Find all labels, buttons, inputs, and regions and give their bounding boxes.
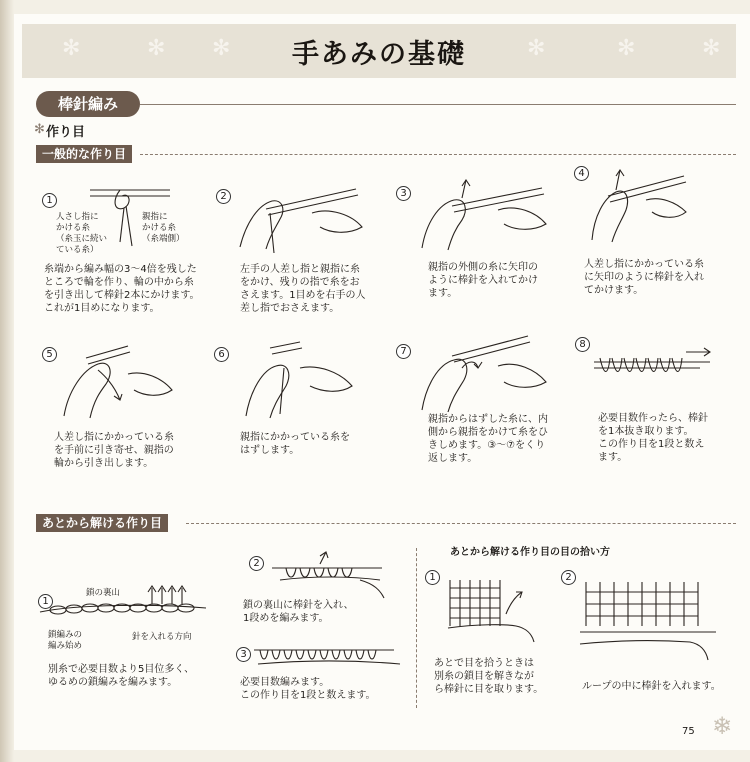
step-5-text: 人差し指にかかっている糸 を手前に引き寄せ、親指の 輪から引き出します。 [54,432,174,469]
step-number: 2 [561,570,576,585]
label-insert-direction: 針を入れる方向 [132,632,192,642]
step-number: 3 [236,647,251,662]
pickup-step-2-text: ループの中に棒針を入れます。 [582,681,721,692]
section-rule [140,104,736,105]
step-number: 8 [575,337,590,352]
step-2-illustration [236,183,366,255]
label-chain-start: 鎖編みの 編み始め [48,630,83,651]
snowflake-icon: ✻ [702,36,721,61]
step-5-illustration [58,340,178,420]
divider [416,548,417,708]
step-number: 7 [396,344,411,359]
step-6-illustration [240,338,360,420]
pickup-step-2-illustration [580,580,720,664]
step-6-text: 親指にかかっている糸を はずします。 [240,432,350,456]
step-8-text: 必要目数作ったら、棒針 を1本抜き取ります。 この作り目を1段と数え ます。 [598,413,708,463]
tag-provisional-cast-on: あとから解ける作り目 [36,514,168,532]
page-title: 手あみの基礎 [292,39,466,70]
step-7-illustration [418,330,548,414]
step-number: 6 [214,347,229,362]
step-number: 4 [574,166,589,181]
step-3-illustration [418,178,548,253]
asterisk-icon: ✻ [34,122,45,137]
provisional-step-1-text: 別糸で必要目数より5目位多く、 ゆるめの鎖編みを編みます。 [48,664,195,688]
tag-general-cast-on: 一般的な作り目 [36,145,132,163]
snowflake-icon: ✻ [62,36,81,61]
step-number: 1 [425,570,440,585]
provisional-step-2-text: 鎖の裏山に棒針を入れ、 1段めを編みます。 [243,600,354,624]
label-chain-back-bump: 鎖の裏山 [86,588,121,598]
book-spine-shadow [0,0,14,762]
tag-rule [186,523,736,524]
step-number: 2 [249,556,264,571]
provisional-step-3-text: 必要目数編みます。 この作り目を1段と数えます。 [240,677,376,701]
snowflake-icon: ❄ [712,712,733,740]
step-8-illustration [590,346,720,386]
step-4-text: 人差し指にかかっている糸 に矢印のように棒針を入れ てかけます。 [584,259,704,296]
step-7-text: 親指からはずした糸に、内 側から親指をかけて糸をひ きしめます。③〜⑦をくり 返します。 [428,414,548,464]
page-header [22,24,736,78]
tag-rule [140,154,736,155]
pickup-section-title: あとから解ける作り目の目の拾い方 [450,547,610,558]
chain-stitch-illustration [38,586,210,626]
step-4-illustration [586,166,696,246]
section-title: 棒針編み [36,91,140,117]
step-number: 2 [216,189,231,204]
provisional-step-2-illustration [270,550,400,600]
label-index-yarn: 人さし指に かける糸 （糸玉に続い ている糸） [56,212,108,255]
subsection-title: 作り目 [46,125,86,140]
snowflake-icon: ✻ [617,36,636,61]
step-number: 5 [42,347,57,362]
step-number: 3 [396,186,411,201]
label-thumb-yarn: 親指に かける糸 （糸端側） [142,212,185,244]
step-2-text: 左手の人差し指と親指に糸 をかけ、残りの指で糸をお さえます。1目めを右手の人 差し指でおさえます。 [240,264,366,314]
snowflake-icon: ✻ [527,36,546,61]
step-3-text: 親指の外側の糸に矢印の ように棒針を入れてかけ ます。 [428,262,538,299]
step-number: 1 [38,594,53,609]
snowflake-icon: ✻ [212,36,231,61]
provisional-step-3-illustration [254,636,404,672]
pickup-step-1-text: あとで目を拾うときは 別糸の鎖目を解きなが ら棒針に目を取ります。 [434,658,544,695]
step-1-text: 糸端から編み幅の3〜4倍を残した ところで輪を作り、輪の中から糸 を引き出して棒針2本にかけます。 これが1目めになります。 [44,264,200,314]
step-number: 1 [42,193,57,208]
pickup-step-1-illustration [446,576,536,646]
snowflake-icon: ✻ [147,36,166,61]
page-number: 75 [682,726,695,737]
